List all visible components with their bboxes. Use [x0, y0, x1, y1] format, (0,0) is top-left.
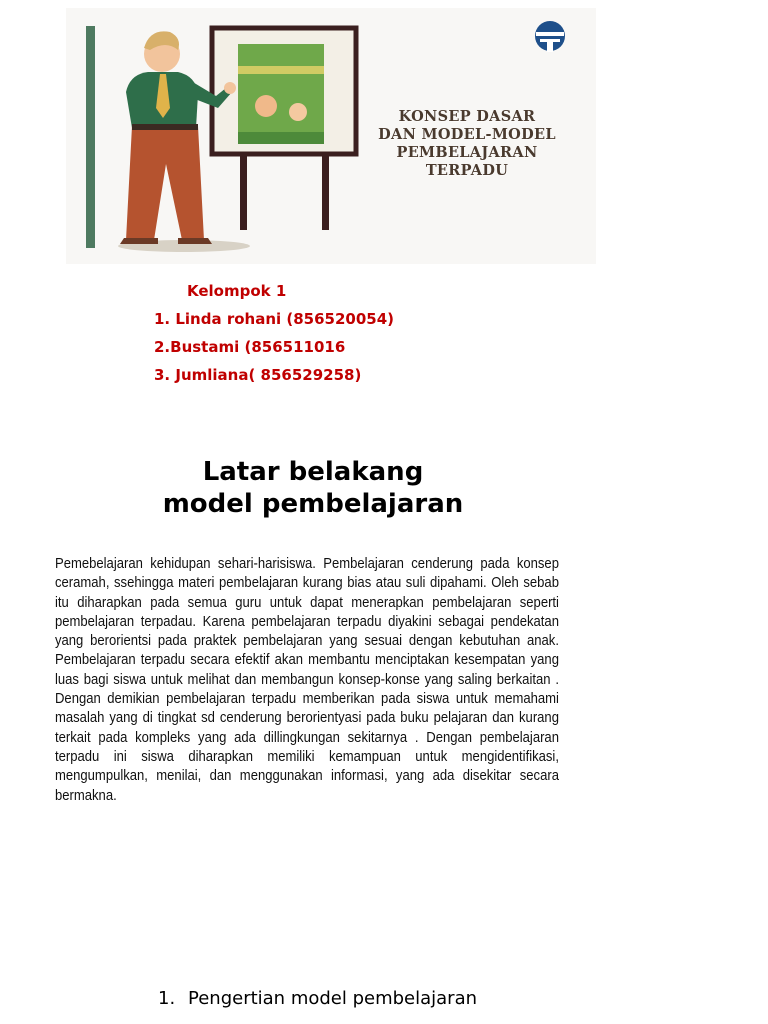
member-item: 2.Bustami (856511016	[154, 338, 346, 356]
teacher-trousers	[126, 126, 204, 240]
list-number: 1.	[158, 988, 176, 1009]
book-figure-2	[289, 103, 307, 121]
banner-title-line: KONSEP DASAR	[398, 108, 536, 125]
group-members	[154, 280, 394, 392]
list-text: Pengertian model pembelajaran	[188, 988, 478, 1009]
teacher-hand	[224, 82, 236, 94]
teacher-belt	[132, 124, 198, 130]
banner-title	[362, 108, 572, 180]
banner-title-line: PEMBELAJARAN	[396, 144, 538, 161]
member-item: 1. Linda rohani (856520054)	[154, 310, 395, 328]
banner-title-line: DAN MODEL-MODEL	[378, 126, 556, 143]
book-figure-1	[255, 95, 277, 117]
accent-bar	[86, 26, 95, 248]
body-paragraph: Pemebelajaran kehidupan sehari-harisiswa. Pembelajaran cenderung pada konsep ceramah, ssehingga materi pembelajaran kurang bias atau suli dipahami. Oleh sebab itu diharapkan pada semua guru untuk dapat menerapkan pembelajaran seperti pembelajaran terpadau. Karena pembelajaran terpadu diyakini sebagai pendekatan yang berorientsi pada praktek pembelajaran yang sesuai dengan kebutuhan anak. Pembelajaran terpadu secara efektif akan membantu menciptakan kesempatan yang luas bagi siswa untuk melihat dan membangun konsep-konse yang saling berkaitan . Dengan demikian pembelajaran terpadu memberikan pada siswa untuk memahami masalah yang di tingkat sd cenderung berorientyasi pada buku pelajaran dan kurang terkait pada kompleks yang ada dillingkungan sekitarnya . Dengan pembelajaran terpadu ini siswa diharapkan memiliki kemampuan untuk mengidentifikasi, mengumpulkan, menilai, dan menggunakan informasi, yang ada disekitar secara bermakna.	[55, 555, 559, 804]
section-heading	[128, 456, 498, 520]
book-cover	[238, 44, 324, 144]
banner-title-line: TERPADU	[425, 162, 509, 179]
heading-line-2: model pembelajaran	[162, 489, 464, 519]
heading-line-1: Latar belakang	[202, 457, 424, 487]
cover-banner	[66, 8, 596, 264]
book-band	[238, 66, 324, 74]
board-leg-right	[322, 148, 329, 230]
numbered-list-item	[158, 988, 477, 1009]
book-spine-strip	[238, 132, 324, 144]
board-leg-left	[240, 148, 247, 230]
group-label: Kelompok 1	[187, 282, 287, 300]
member-item: 3. Jumliana( 856529258)	[154, 366, 362, 384]
